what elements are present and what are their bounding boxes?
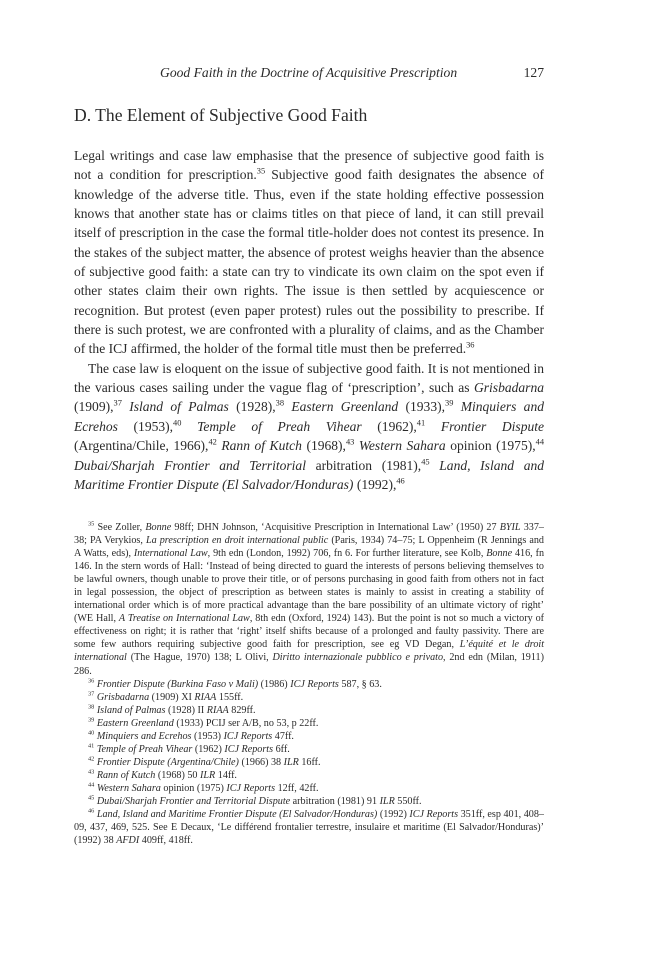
text-run: Subjective good faith designates the absence of knowledge of the adverse title. Thus, even if the state holding effective possession knows that another state has or claims titles on that piece of land, it can still prevail itself of prescription in the case the formal title-holder does not contest its presence. In the stakes of the subject matter, the absence of protest weighs heavier than the absence of subjective good faith: a state can try to vindicate its own claim on the spot even if other states claim their own rights. The issue is then settled by acquiescence or recognition. But protest (even paper protest) rules out the possibility to prescribe. If there is such protest, we are confronted with a plurality of claims, and as the Chamber of the ICJ affirmed, the holder of the formal title must then be preferred.: [74, 167, 544, 357]
footnote-ref: 45: [421, 456, 430, 466]
footnote-number: 45: [88, 794, 95, 802]
main-text: [74, 146, 544, 494]
text-run: (1966) 38: [238, 756, 284, 768]
case-name: Dubai/Sharjah Frontier and Territorial: [74, 457, 306, 473]
italic-run: International Law: [133, 548, 208, 560]
text-run: 6ff.: [273, 743, 290, 755]
text-run: 351ff, esp 401, 408–09, 437, 469, 525. See E Decaux, ‘Le différend frontalier terrestre, insulaire et maritime (El Salvador/Honduras)’ (1992) 38: [74, 809, 544, 847]
text-run: (Paris, 1934) 74–75; L Oppenheim (R Jennings and A Watts, eds),: [74, 535, 544, 560]
footnote-38: [74, 704, 544, 717]
italic-run: BYIL: [499, 522, 521, 533]
text-run: (1953): [191, 730, 224, 742]
text-run: opinion (1975),: [445, 438, 536, 454]
italic-run: ICJ Reports: [224, 743, 274, 755]
footnote-40: [74, 730, 544, 743]
italic-run: Minquiers and Ecrehos: [96, 730, 192, 742]
italic-run: La prescription en droit international public: [145, 535, 329, 547]
text-run: 550ff.: [394, 795, 422, 807]
case-name: Minquiers and Ecrehos: [74, 399, 544, 434]
text-run: 416, fn 146. In the stern words of Hall: ‘Instead of being directed to guard the interests of persons believing themselves to be lawful owners, though unable to prove their title, or of persons purchasing in good faith from others not in fact in legal possession, the object of prescription as between states is mainly to assist in creating a stability of international order which is of more practical advantage than the bare possibility of an ultimate victory of right’ (WE Hall,: [74, 548, 545, 625]
footnote-number: 42: [88, 755, 95, 763]
footnote-ref: 39: [445, 398, 454, 408]
case-name: Rann of Kutch: [221, 438, 302, 454]
footnote-36: [74, 678, 544, 691]
text-run: 337–38; PA Verykios,: [74, 522, 544, 547]
text-run: opinion (1975): [160, 782, 227, 794]
text-run: See Zoller,: [94, 522, 146, 533]
text-run: arbitration (1981),: [305, 457, 422, 473]
footnote-number: 36: [88, 677, 95, 685]
case-name: Land, Island and Maritime Frontier Dispute (El Salvador/Honduras): [74, 457, 545, 492]
text-run: 409ff, 418ff.: [139, 835, 193, 847]
footnote-42: [74, 756, 544, 769]
footnote-number: 40: [88, 729, 95, 737]
footnotes: [74, 521, 544, 847]
footnote-39: [74, 717, 544, 730]
footnote-ref: 36: [466, 340, 475, 350]
italic-run: ILR: [200, 769, 216, 781]
italic-run: Rann of Kutch: [96, 769, 156, 781]
footnote-46: [74, 808, 544, 847]
text-run: , 2nd edn (Milan, 1911) 286.: [74, 652, 544, 677]
text-run: , 9th edn (London, 1992) 706, fn 6. For further literature, see Kolb,: [207, 548, 487, 560]
italic-run: RIAA: [194, 691, 217, 703]
text-run: 16ff.: [298, 756, 321, 768]
italic-run: Temple of Preah Vihear: [96, 743, 193, 755]
italic-run: A Treatise on International Law: [118, 613, 250, 625]
page-number: 127: [523, 65, 544, 80]
italic-run: Bonne: [486, 548, 513, 560]
footnote-ref: 40: [173, 418, 182, 428]
italic-run: ILR: [379, 795, 395, 807]
text-run: 155ff.: [216, 691, 244, 703]
italic-run: L’équité et le droit international: [74, 639, 545, 664]
text-run: (1928),: [228, 399, 276, 415]
italic-run: AFDI: [116, 835, 140, 847]
text-run: 47ff.: [272, 730, 294, 742]
footnote-ref: 41: [416, 418, 426, 428]
case-name: Island of Palmas: [129, 399, 229, 415]
footnote-ref: 35: [256, 166, 266, 176]
text-run: (1953),: [117, 418, 174, 434]
footnote-45: [74, 795, 544, 808]
italic-run: Diritto internazionale pubblico e privato: [272, 652, 444, 664]
text-run: (1992): [377, 809, 410, 821]
running-title: Good Faith in the Doctrine of Acquisitive Prescription: [160, 65, 458, 80]
footnote-number: 39: [88, 716, 95, 724]
italic-run: ICJ Reports: [409, 809, 459, 821]
footnote-ref: 42: [208, 437, 217, 447]
footnote-35: [74, 521, 544, 678]
italic-run: Bonne: [145, 522, 172, 533]
footnote-43: [74, 769, 544, 782]
footnote-number: 43: [88, 768, 95, 776]
footnote-44: [74, 782, 544, 795]
footnote-number: 41: [88, 742, 95, 750]
footnote-ref: 38: [275, 398, 285, 408]
italic-run: Frontier Dispute (Burkina Faso v Mali): [96, 678, 259, 690]
footnote-number: 37: [88, 690, 95, 698]
italic-run: Grisbadarna: [96, 691, 150, 703]
text-run: 829ff.: [228, 704, 256, 716]
italic-run: RIAA: [206, 704, 229, 716]
footnote-ref: 37: [113, 398, 122, 408]
footnote-ref: 46: [396, 476, 405, 486]
text-run: (1928) II: [165, 704, 207, 716]
text-run: (1992),: [353, 476, 397, 492]
italic-run: ICJ Reports: [223, 730, 273, 742]
text-run: (1962): [192, 743, 225, 755]
text-run: (Argentina/Chile, 1966),: [74, 438, 209, 454]
text-run: (1986): [258, 678, 291, 690]
footnote-number: 44: [88, 781, 95, 789]
text-run: 587, § 63.: [338, 678, 382, 690]
italic-run: Eastern Greenland: [96, 717, 174, 729]
text-run: (1968) 50: [155, 769, 201, 781]
italic-run: ICJ Reports: [290, 678, 339, 690]
case-name: Western Sahara: [358, 438, 446, 454]
footnote-number: 38: [88, 703, 95, 711]
text-run: (1933),: [398, 399, 445, 415]
text-run: (1968),: [301, 438, 346, 454]
italic-run: ICJ Reports: [226, 782, 276, 794]
italic-run: Dubai/Sharjah Frontier and Territorial Dispute: [96, 795, 291, 807]
text-run: (1962),: [361, 418, 417, 434]
section-heading: D. The Element of Subjective Good Faith: [74, 105, 368, 125]
text-run: 98ff; DHN Johnson, ‘Acquisitive Prescription in International Law’ (1950) 27: [171, 522, 500, 533]
text-run: Legal writings and case law emphasise that the presence of subjective good faith is not a condition for prescription.: [74, 148, 544, 183]
italic-run: Island of Palmas: [96, 704, 166, 716]
case-name: Grisbadarna: [473, 380, 544, 396]
text-run: , 8th edn (Oxford, 1924) 143). But the point is not so much a victory of effectiveness on right; it is rather that ‘right’ itself shifts because of a prolonged and faulty passivity. There are some few authors requiring subjective good faith for prescription, see eg VD Degan,: [74, 613, 545, 651]
paragraph: [74, 359, 544, 494]
italic-run: Land, Island and Maritime Frontier Dispute (El Salvador/Honduras): [96, 809, 378, 821]
paragraph: [74, 146, 544, 359]
footnote-number: 46: [88, 807, 95, 815]
italic-run: Western Sahara: [96, 782, 161, 794]
case-name: Eastern Greenland: [291, 399, 399, 415]
text-run: (1933) PCIJ ser A/B, no 53, p 22ff.: [173, 717, 319, 729]
text-run: (The Hague, 1970) 138; L Olivi,: [126, 652, 273, 664]
footnote-number: 35: [88, 520, 95, 528]
text-run: 14ff.: [215, 769, 237, 781]
footnote-37: [74, 691, 544, 704]
text-run: The case law is eloquent on the issue of subjective good faith. It is not mentioned in the various cases sailing under the vague flag of ‘prescription’, such as: [74, 360, 544, 396]
text-run: (1909) XI: [149, 691, 195, 703]
text-run: arbitration (1981) 91: [290, 795, 380, 807]
footnote-ref: 43: [345, 437, 355, 447]
text-run: (1909),: [74, 399, 114, 415]
case-name: Temple of Preah Vihear: [197, 418, 362, 434]
footnote-41: [74, 743, 544, 756]
italic-run: Frontier Dispute (Argentina/Chile): [96, 756, 239, 768]
footnote-ref: 44: [535, 437, 545, 447]
case-name: Frontier Dispute: [440, 418, 545, 434]
italic-run: ILR: [283, 756, 299, 768]
text-run: 12ff, 42ff.: [275, 782, 319, 794]
